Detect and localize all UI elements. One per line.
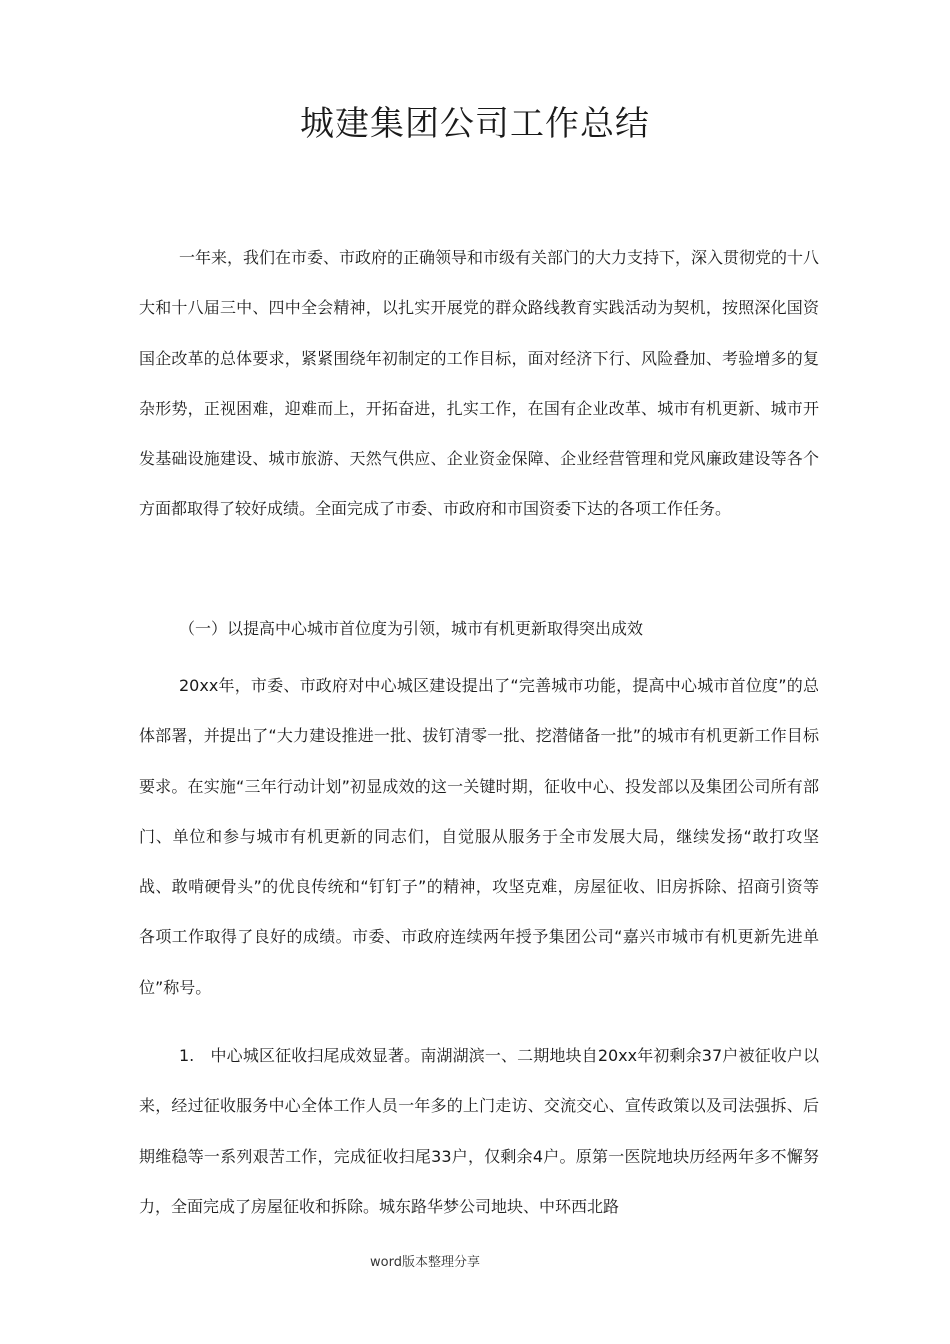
body-paragraph-numbered: 1. 中心城区征收扫尾成效显著。南湖湖滨一、二期地块自20xx年初剩余37户被征收户以来，经过征收服务中心全体工作人员一年多的上门走访、交流交心、宣传政策以及司法强拆、后期维稳等一系列艰苦工作，完成征收扫尾33户，仅剩余4户。原第一医院地块历经两年多不懈努力，全面完成了房屋征收和拆除。城东路华梦公司地块、中环西北路: [139, 1046, 819, 1216]
body-paragraph: 20xx年，市委、市政府对中心城区建设提出了“完善城市功能，提高中心城市首位度”的总体部署，并提出了“大力建设推进一批、拔钉清零一批、挖潜储备一批”的城市有机更新工作目标要求。在实施“三年行动计划”初显成效的这一关键时期，征收中心、投发部以及集团公司所有部门、单位和参与城市有机更新的同志们，自觉服从服务于全市发展大局，继续发扬“敢打攻坚战、敢啃硬骨头”的优良传统和“钉钉子”的精神，攻坚克难，房屋征收、旧房拆除、招商引资等各项工作取得了良好的成绩。市委、市政府连续两年授予集团公司“嘉兴市城市有机更新先进单位”称号。: [139, 676, 819, 997]
page-footer: word版本整理分享: [370, 1255, 480, 1270]
intro-paragraph: 一年来，我们在市委、市政府的正确领导和市级有关部门的大力支持下，深入贯彻党的十八大和十八届三中、四中全会精神，以扎实开展党的群众路线教育实践活动为契机，按照深化国资国企改革的总体要求，紧紧围绕年初制定的工作目标，面对经济下行、风险叠加、考验增多的复杂形势，正视困难，迎难而上，开拓奋进，扎实工作，在国有企业改革、城市有机更新、城市开发基础设施建设、城市旅游、天然气供应、企业资金保障、企业经营管理和党风廉政建设等各个方面都取得了较好成绩。全面完成了市委、市政府和市国资委下达的各项工作任务。: [139, 248, 820, 519]
document-title: 城建集团公司工作总结: [300, 104, 650, 144]
section-heading: （一）以提高中心城市首位度为引领，城市有机更新取得突出成效: [179, 619, 644, 638]
